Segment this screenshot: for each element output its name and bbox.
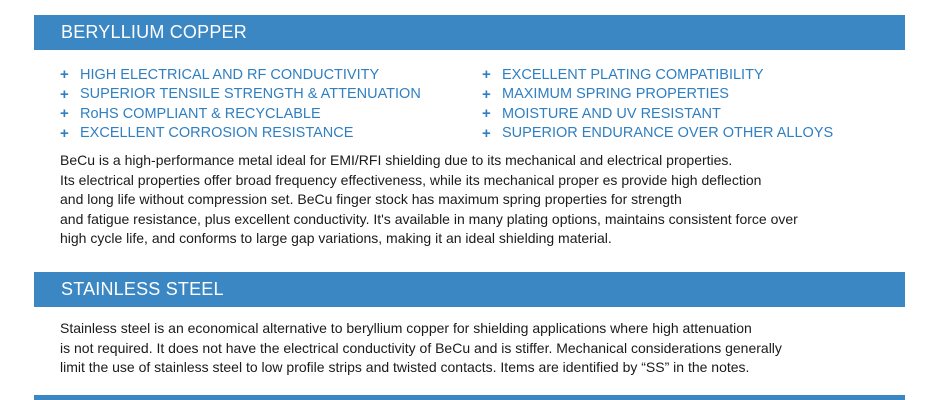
feature-list [60,65,905,143]
paragraph-line: BeCu is a high-performance metal ideal for EMI/RFI shielding due to its mechanical and electrical properties. [60,152,733,168]
feature-item [60,104,421,124]
plus-icon: + [60,105,69,123]
plus-icon: + [60,66,69,84]
feature-label: MOISTURE AND UV RESISTANT [502,105,721,122]
feature-item [482,85,833,105]
feature-label: SUPERIOR TENSILE STRENGTH & ATTENUATION [80,86,421,103]
feature-column-right [482,65,833,143]
feature-label: EXCELLENT CORROSION RESISTANCE [80,125,354,142]
paragraph-line: is not required. It does not have the electrical conductivity of BeCu and is stiffer. Mechanical considerations generally [60,339,782,356]
feature-label: RoHS COMPLIANT & RECYCLABLE [80,105,321,122]
feature-label: HIGH ELECTRICAL AND RF CONDUCTIVITY [80,66,380,83]
plus-icon: + [482,124,491,142]
feature-item [60,124,421,144]
section-header-beryllium-copper [34,15,905,50]
section-title: BERYLLIUM COPPER [61,22,247,42]
paragraph-line: limit the use of stainless steel to low profile strips and twisted contacts. Items are identified by “SS” in the notes. [60,359,750,375]
paragraph-line: Stainless steel is an economical alternative to beryllium copper for shielding applications where high attenuation [60,320,752,336]
plus-icon: + [482,85,491,103]
feature-label: MAXIMUM SPRING PROPERTIES [502,86,729,103]
feature-item [60,85,421,105]
section-header-stainless-steel [34,272,905,307]
feature-label: EXCELLENT PLATING COMPATIBILITY [502,66,764,83]
feature-column-left [60,65,421,143]
feature-item [482,124,833,144]
feature-item [482,104,833,124]
feature-item [60,65,421,85]
paragraph-line: and long life without compression set. BeCu finger stock has maximum spring properties for strength [60,191,682,207]
feature-label: SUPERIOR ENDURANCE OVER OTHER ALLOYS [502,125,834,142]
plus-icon: + [60,85,69,103]
plus-icon: + [482,105,491,123]
section-title: STAINLESS STEEL [61,279,224,299]
plus-icon: + [482,66,491,84]
plus-icon: + [60,124,69,142]
paragraph-line: high cycle life, and conforms to large gap variations, making it an ideal shielding material. [60,230,612,246]
feature-item [482,65,833,85]
section-header-next [34,395,905,400]
paragraph-line: and fatigue resistance, plus excellent conductivity. It's available in many plating options, maintains consistent force over [60,210,798,227]
stainless-steel-description [60,319,890,378]
paragraph-line: Its electrical properties offer broad frequency effectiveness, while its mechanical proper es provide high deflection [60,171,762,188]
beryllium-copper-description [60,151,890,249]
